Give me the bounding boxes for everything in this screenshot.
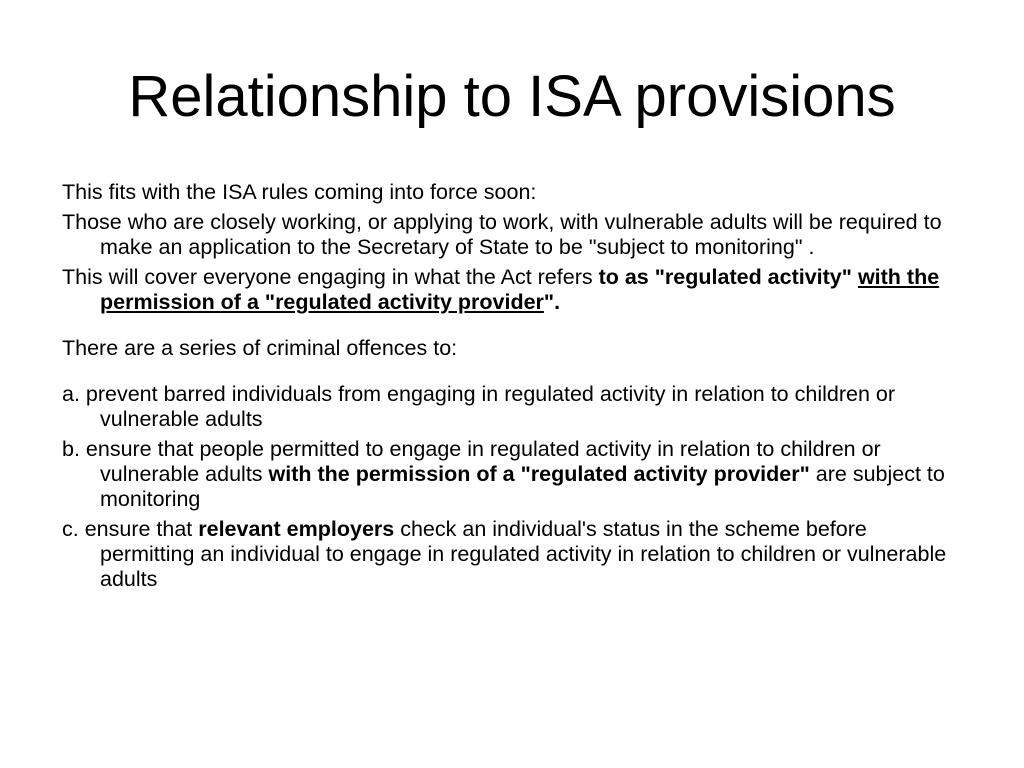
slide-body [62,180,962,597]
item-b-permission: with the permission of a "regulated activity provider" [268,462,810,486]
paragraph-intro: This fits with the ISA rules coming into force soon: [62,180,537,204]
list-item-a: a. prevent barred individuals from engaging in regulated activity in relation to children or vulnerable adults [62,382,895,431]
paragraph-coverage [62,265,962,315]
item-b-end: are subject to monitoring [100,462,945,511]
item-c-text: c. ensure that [62,517,199,541]
list-item-b [62,437,962,512]
coverage-end: ". [543,290,561,314]
paragraph-offences-intro: There are a series of criminal offences to: [62,336,458,360]
coverage-text: This will cover everyone engaging in what the Act refers [62,265,599,289]
coverage-permission: with the permission of a "regulated activity provider [100,265,940,314]
coverage-regulated-activity: to as "regulated activity" [598,265,852,289]
slide-title: Relationship to ISA provisions [128,64,896,129]
item-b-text: b. ensure that people permitted to engage in regulated activity in relation to children or vulnerable adults [62,437,881,486]
item-c-employers: relevant employers [198,517,395,541]
list-item-c [62,517,962,592]
paragraph-applicants: Those who are closely working, or applying to work, with vulnerable adults will be required to make an application to the Secretary of State to be "subject to monitoring" . [62,210,942,259]
item-c-end: check an individual's status in the scheme before permitting an individual to engage in regulated activity in relation to children or vulnerable adults [100,517,947,591]
